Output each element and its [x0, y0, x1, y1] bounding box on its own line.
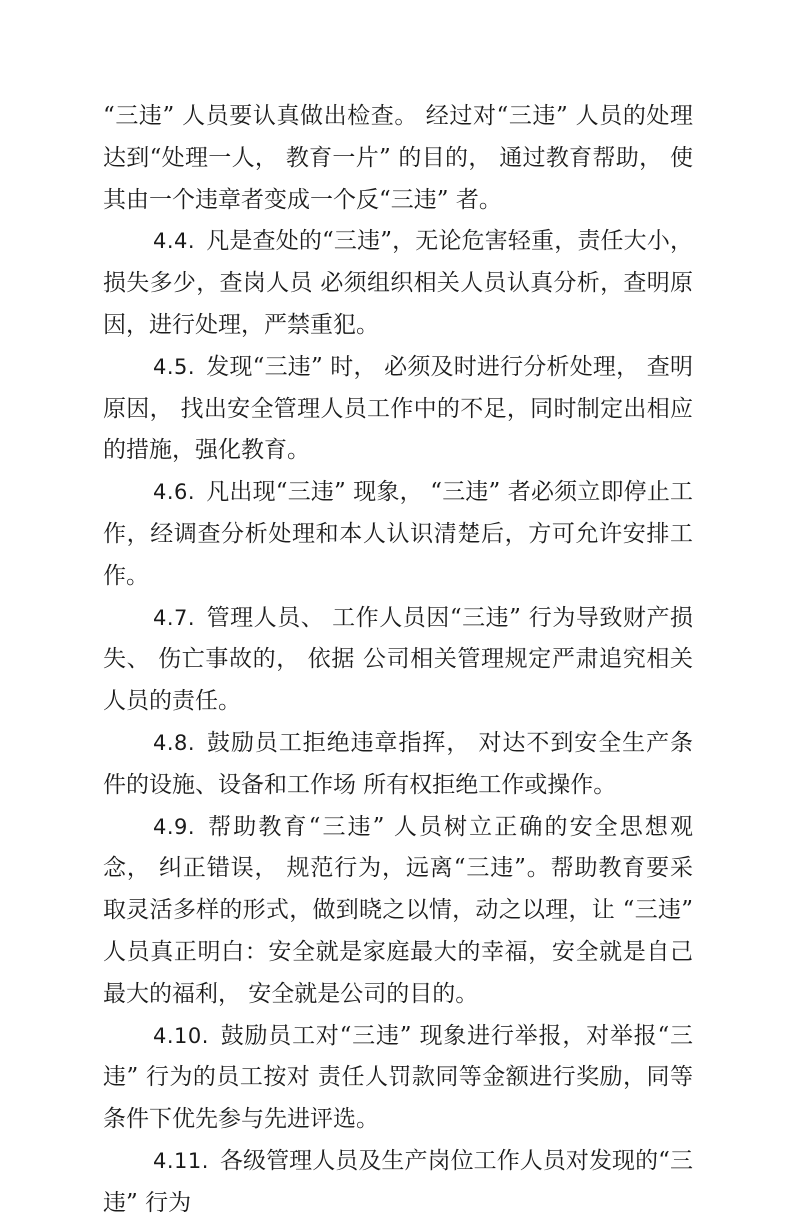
paragraph-4-11 — [103, 1141, 693, 1225]
paragraph-4-6 — [103, 472, 693, 597]
paragraph-4-5 — [103, 347, 693, 472]
paragraph-text: “三违” 人员要认真做出检查。 经过对“三违” 人员的处理达到“处理一人， 教育一片” 的目的， 通过教育帮助， 使其由一个违章者变成一个反“三违” 者。 — [103, 103, 693, 213]
clause-number: 4.6. — [153, 480, 196, 505]
clause-number: 4.4. — [153, 229, 196, 254]
clause-number: 4.8. — [153, 730, 196, 755]
paragraph-continuation — [103, 96, 693, 221]
paragraph-4-9 — [103, 807, 693, 1016]
paragraph-text: 鼓励员工对“三违” 现象进行举报，对举报“三违” 行为的员工按对 责任人罚款同等金额进行奖励，同等条件下优先参与先进评选。 — [103, 1022, 693, 1133]
clause-number: 4.10. — [153, 1023, 209, 1048]
paragraph-4-10 — [103, 1016, 693, 1141]
paragraph-4-8 — [103, 723, 693, 807]
paragraph-text: 帮助教育“三违” 人员树立正确的安全思想观念， 纠正错误， 规范行为，远离“三违”。帮助教育要采取灵活多样的形式，做到晓之以情，动之以理，让 “三违” 人员真正明白：安全就是家庭最大的幸福，安全就是自己最大的福利， 安全就是公司的目的。 — [103, 813, 693, 1007]
paragraph-text: 管理人员、 工作人员因“三违” 行为导致财产损失、 伤亡事故的， 依据 公司相关管理规定严肃追究相关人员的责任。 — [103, 604, 693, 715]
paragraph-text: 凡是查处的“三违”，无论危害轻重，责任大小，损失多少，查岗人员 必须组织相关人员认真分析，查明原因，进行处理，严禁重犯。 — [103, 228, 693, 338]
clause-number: 4.11. — [153, 1148, 209, 1173]
paragraph-text: 发现“三违” 时， 必须及时进行分析处理， 查明原因， 找出安全管理人员工作中的不足，同时制定出相应的措施，强化教育。 — [103, 353, 693, 464]
paragraph-text: 鼓励员工拒绝违章指挥， 对达不到安全生产条件的设施、设备和工作场 所有权拒绝工作或操作。 — [103, 729, 693, 798]
clause-number: 4.5. — [153, 354, 196, 379]
paragraph-4-4 — [103, 221, 693, 346]
clause-number: 4.9. — [153, 814, 196, 839]
paragraph-text: 各级管理人员及生产岗位工作人员对发现的“三违” 行为 — [103, 1147, 693, 1216]
paragraph-text: 凡出现“三违” 现象， “三违” 者必须立即停止工作，经调查分析处理和本人认识清楚后，方可允许安排工作。 — [103, 479, 693, 589]
clause-number: 4.7. — [153, 605, 196, 630]
paragraph-4-7 — [103, 598, 693, 723]
